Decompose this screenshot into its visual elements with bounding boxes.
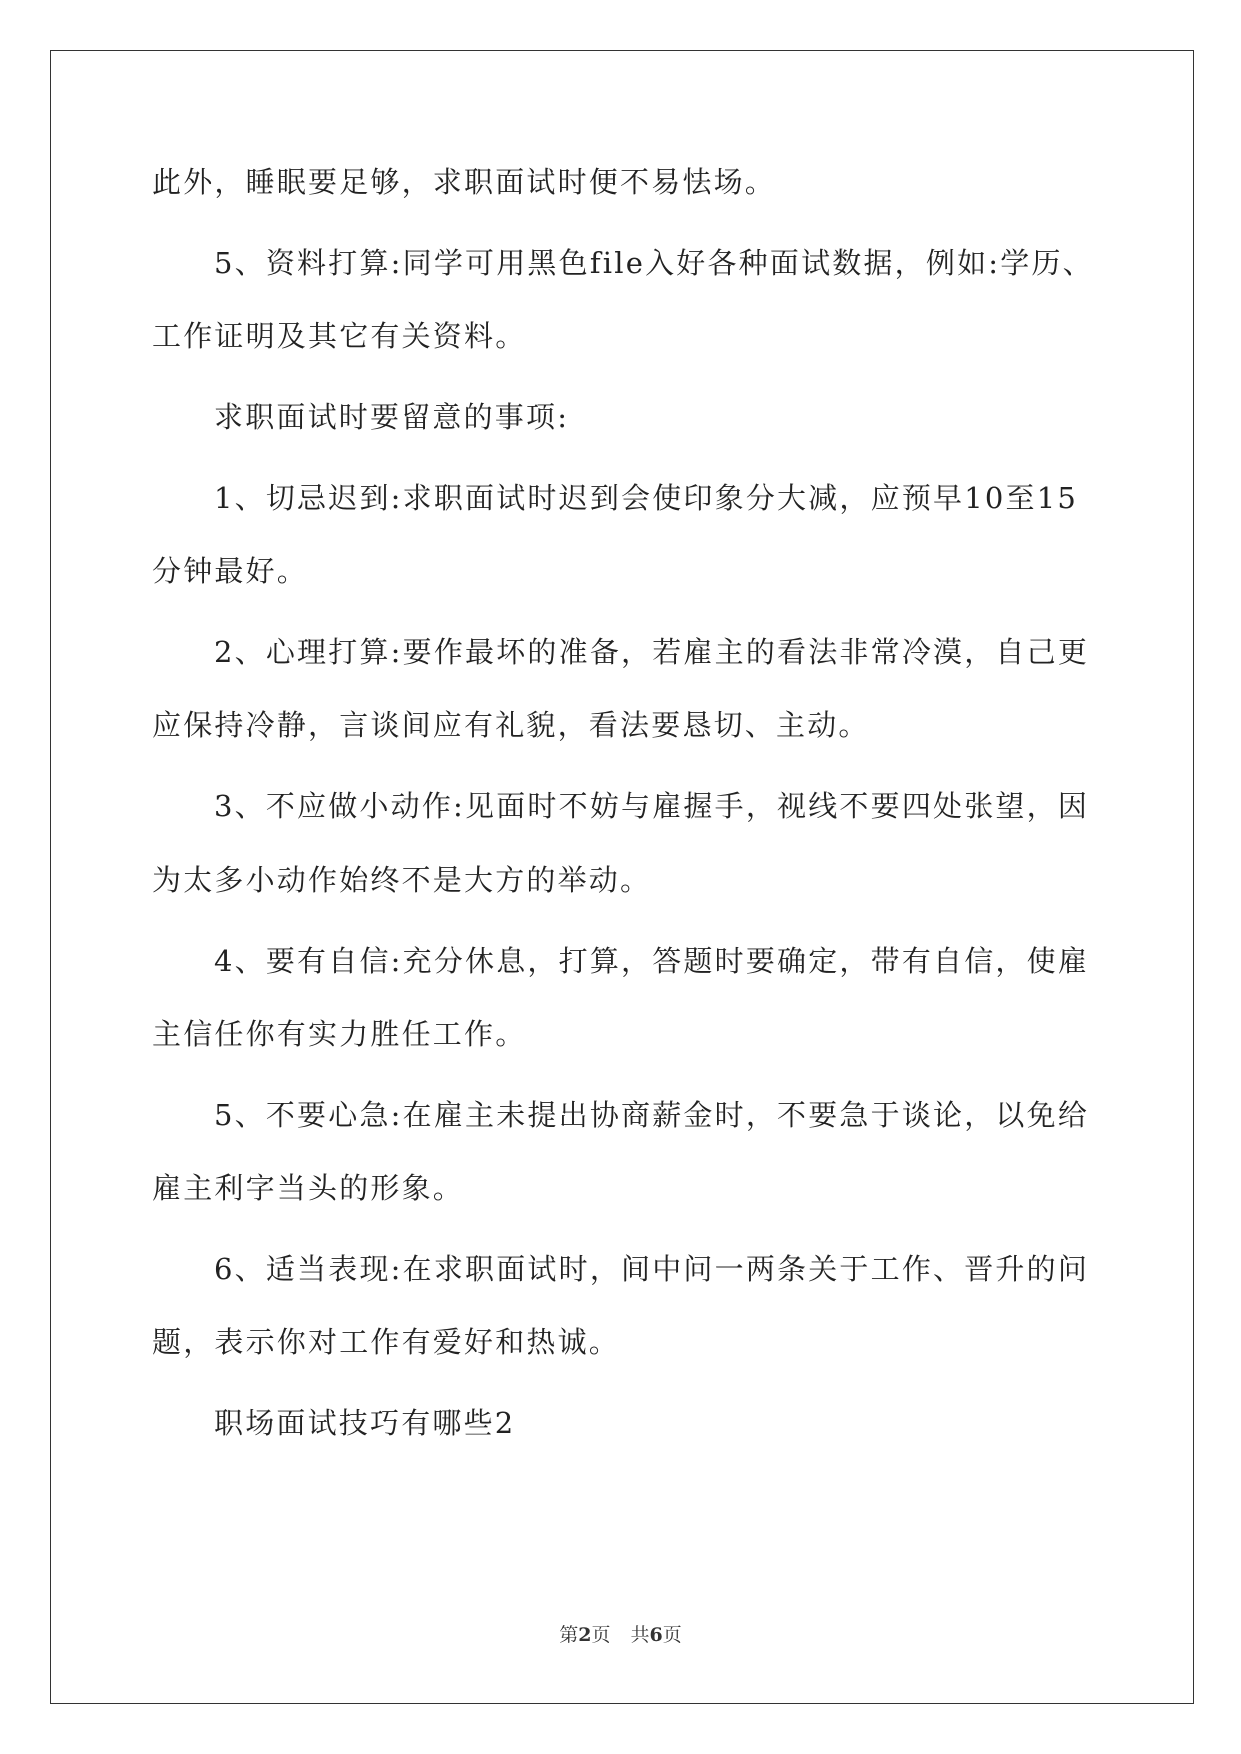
total-page-count: 6: [649, 1624, 663, 1646]
footer-total-suffix: 页: [662, 1624, 682, 1646]
text-line: 此外，睡眠要足够，求职面试时便不易怯场。: [152, 165, 777, 199]
text-line: 求职面试时要留意的事项:: [214, 400, 570, 434]
text-line: 题，表示你对工作有爱好和热诚。: [152, 1325, 621, 1359]
page-footer: [0, 1620, 1241, 1647]
text-line: 分钟最好。: [152, 554, 309, 588]
text-line: 工作证明及其它有关资料。: [152, 319, 527, 353]
text-line: 主信任你有实力胜任工作。: [152, 1017, 527, 1051]
text-line: 5、不要心急:在雇主未提出协商薪金时，不要急于谈论，以免给: [214, 1098, 1090, 1132]
text-line: 6、适当表现:在求职面试时，间中问一两条关于工作、晋升的问: [214, 1252, 1090, 1286]
footer-prefix: 第: [559, 1624, 579, 1646]
text-line: 应保持冷静，言谈间应有礼貌，看法要恳切、主动。: [152, 708, 870, 742]
text-line: 4、要有自信:充分休息，打算，答题时要确定，带有自信，使雇: [214, 944, 1090, 978]
text-line: 雇主利字当头的形象。: [152, 1171, 465, 1205]
text-line: 2、心理打算:要作最坏的准备，若雇主的看法非常冷漠，自己更: [214, 635, 1090, 669]
current-page-number: 2: [578, 1624, 592, 1646]
text-line: 5、资料打算:同学可用黑色file入好各种面试数据，例如:学历、: [214, 246, 1094, 280]
footer-total-prefix: 共: [630, 1624, 650, 1646]
footer-page-suffix: 页: [591, 1624, 611, 1646]
text-line: 为太多小动作始终不是大方的举动。: [152, 863, 652, 897]
text-line: 3、不应做小动作:见面时不妨与雇握手，视线不要四处张望，因: [214, 789, 1090, 823]
text-line: 职场面试技巧有哪些2: [214, 1406, 516, 1440]
text-line: 1、切忌迟到:求职面试时迟到会使印象分大减，应预早10至15: [214, 481, 1079, 515]
